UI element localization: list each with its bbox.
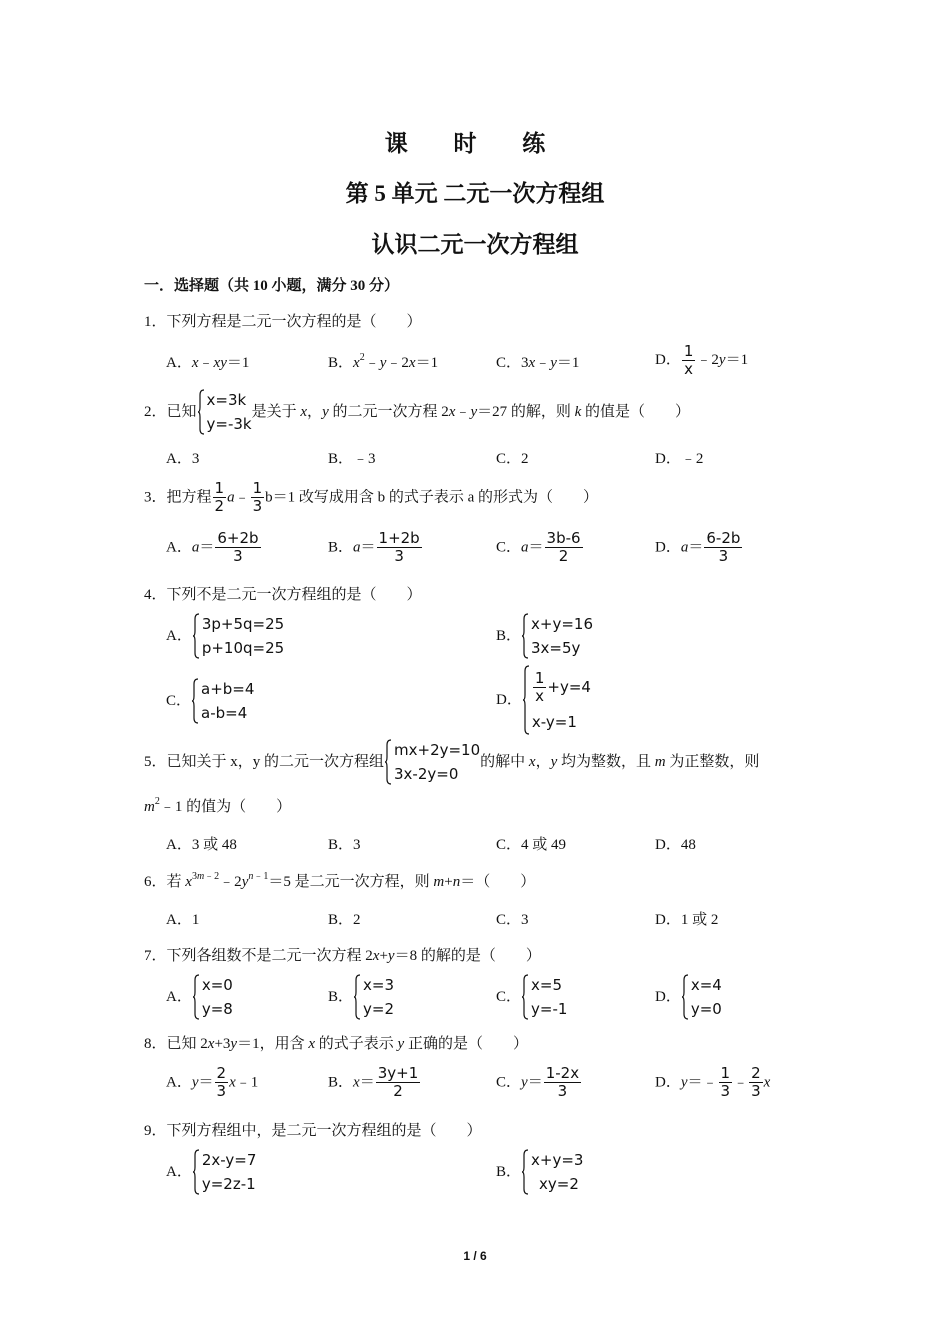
page-number: 1 / 6 [463, 1249, 487, 1263]
q2-option-c: C．2 [496, 451, 529, 467]
q6-option-a: A．1 [166, 912, 200, 928]
q6-option-c: C．3 [496, 912, 529, 928]
q7-option-a: A． x=0 y=8 [166, 976, 233, 1018]
lesson-title: 认识二元一次方程组 [371, 232, 579, 257]
q8-option-c: C．y＝ $\frac{1-2x}{3}$ [496, 1064, 580, 1100]
question-5-stem-cont: $m^2﹣1$ 的值为（ ） [144, 796, 292, 815]
q1-option-d: D． $\frac{1}{x}$ ﹣2y＝1 [655, 342, 749, 378]
q7-option-c: C． x=5 y=-1 [496, 976, 568, 1018]
q2-option-a: A．3 [166, 451, 200, 467]
q8-option-d: D．y＝﹣ $\frac{1}{3}$ ﹣ $\frac{2}{3}$ x [655, 1064, 771, 1100]
q4-option-c: C． a+b=4 a-b=4 [166, 680, 255, 722]
q7-option-b: B． x=3 y=2 [328, 976, 395, 1018]
question-6-stem: 6．若 $x^{3m﹣2}﹣2y^{n﹣1}=5$ 是二元一次方程，则 m+n＝（ ） [144, 871, 536, 890]
question-9-stem: 9．下列方程组中，是二元一次方程组的是（ ） [144, 1123, 482, 1139]
q8-option-b: B．x＝ $\frac{3y+1}{2}$ [328, 1064, 419, 1100]
q2-option-b: B．﹣3 [328, 451, 376, 467]
q3-option-d: D．a＝ $\frac{6-2b}{3}$ [655, 529, 741, 565]
unit-title: 第 5 单元 二元一次方程组 [345, 181, 605, 206]
q5-option-c: C．4 或 49 [496, 837, 567, 853]
q9-option-b: B． x+y=3 xy=2 [496, 1151, 584, 1193]
q1-option-a: A．x﹣xy＝1 [166, 355, 250, 371]
q4-option-b: B． x+y=16 3x=5y [496, 615, 593, 657]
q6-option-d: D．1 或 2 [655, 912, 719, 928]
question-8-stem: 8．已知 2x+3y＝1，用含 x 的式子表示 y 正确的是（ ） [144, 1036, 528, 1052]
question-3-stem: 3．把方程 $\frac{1}{2}$ a﹣ $\frac{1}{3}$ b＝1 改写成用含 b 的式子表示 a 的形式为（ ） [144, 479, 599, 515]
q6-option-b: B．2 [328, 912, 361, 928]
question-5-stem: 5．已知关于 x，y 的二元一次方程组 mx+2y=10 3x-2y=0 的解中 x，y 均为整数，且 m 为正整数，则 [144, 741, 760, 783]
q4-option-a: A． 3p+5q=25 p+10q=25 [166, 615, 285, 657]
question-2-stem: 2．已知 x=3k y=-3k 是关于 x，y 的二元一次方程 2x﹣y＝27 的解，则 k 的值是（ ） [144, 388, 690, 436]
header-title: 课 时 练 [384, 131, 566, 156]
q3-option-c: C．a＝ $\frac{3b-6}{2}$ [496, 529, 581, 565]
q3-option-b: B．a＝ $\frac{1+2b}{3}$ [328, 529, 420, 565]
q4-option-d: D． $\frac{1}{x}$ +y=4 x-y=1 [496, 665, 591, 735]
q7-option-d: D． x=4 y=0 [655, 976, 722, 1018]
q1-option-b: B．$x^2﹣y﹣2x=1$ [328, 352, 439, 371]
q2-system: x=3k y=-3k [197, 388, 252, 436]
question-4-stem: 4．下列不是二元一次方程组的是（ ） [144, 587, 422, 603]
q8-option-a: A．y＝ $\frac{2}{3}$ x﹣1 [166, 1064, 259, 1100]
q2-option-d: D．﹣2 [655, 451, 704, 467]
q5-option-d: D．48 [655, 837, 696, 853]
q3-option-a: A．a＝ $\frac{6+2b}{3}$ [166, 529, 259, 565]
q5-option-b: B．3 [328, 837, 361, 853]
q1-option-c: C．3x﹣y＝1 [496, 355, 580, 371]
section-heading: 一．选择题（共 10 小题，满分 30 分） [144, 278, 400, 294]
question-1-stem: 1．下列方程是二元一次方程的是（ ） [144, 314, 422, 330]
question-7-stem: 7．下列各组数不是二元一次方程 2x+y＝8 的解的是（ ） [144, 948, 541, 964]
q9-option-a: A． 2x-y=7 y=2z-1 [166, 1151, 257, 1193]
q5-option-a: A．3 或 48 [166, 837, 237, 853]
